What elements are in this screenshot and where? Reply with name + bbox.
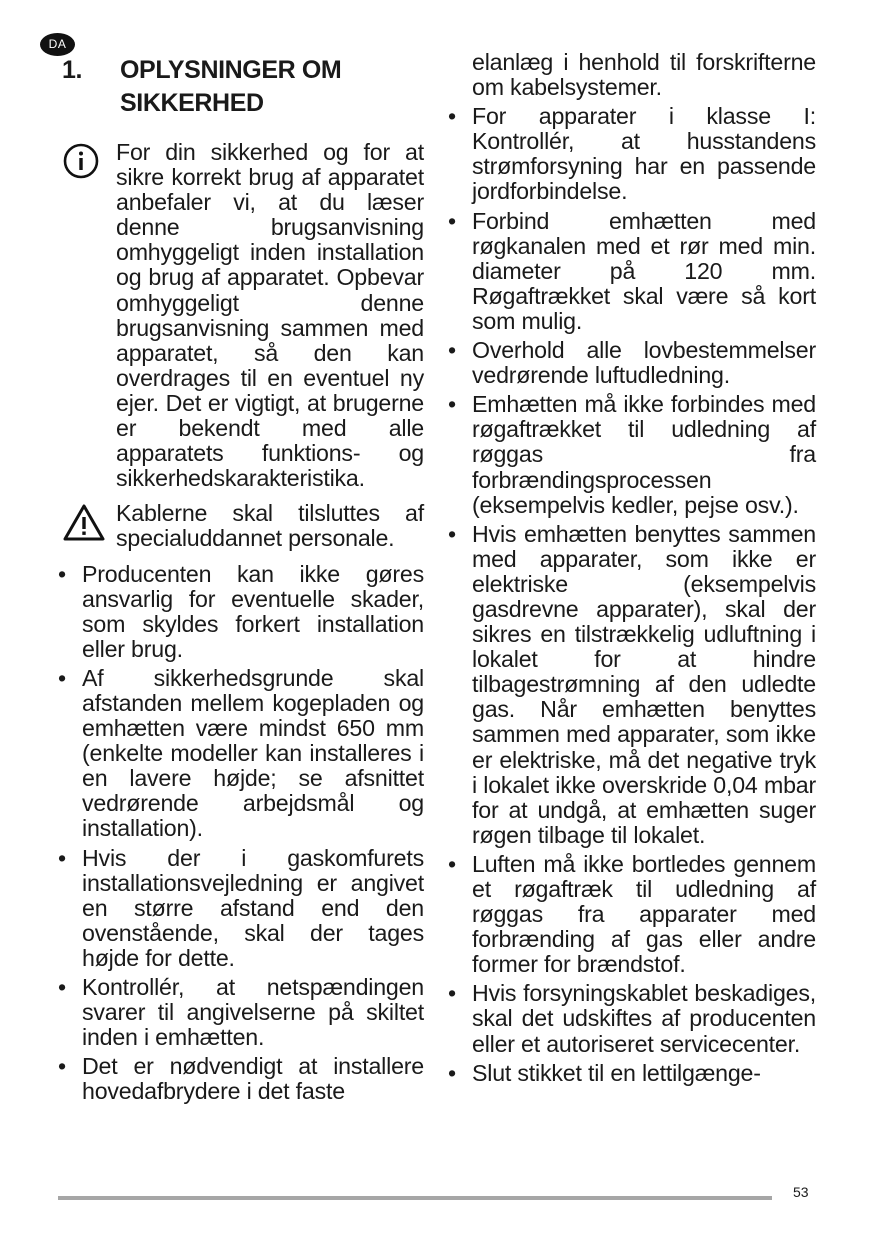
left-bullet-list (58, 562, 424, 1105)
list-item: • Slut stikket til en lettilgænge- (448, 1059, 761, 1086)
bullet-icon: • (448, 337, 456, 364)
list-item: • Hvis forsyningskablet beskadiges, skal det udskiftes af producenten eller et autoriseret servicecenter. (448, 980, 816, 1057)
info-note-text: For din sikkerhed og for at sikre korrekt brug af apparatet anbefaler vi, at du læser denne brugsanvisning omhyggeligt inden installation og brug af apparatet. Opbevar omhyggeligt denne brugsanvisning sammen med apparatet, så den kan overdrages til en eventuel ny ejer. Det er vigtigt, at brugerne er bekendt med alle apparatets funktions- og sikkerhedskarakteristika. (116, 139, 424, 492)
left-column (58, 140, 424, 1108)
section-number: 1. (62, 56, 83, 84)
bullet-icon: • (448, 1059, 456, 1086)
info-icon (62, 142, 100, 185)
warning-note-text: Kablerne skal tilsluttes af specialuddannet personale. (116, 500, 424, 552)
list-item: • Producenten kan ikke gøres ansvarlig for eventuelle skader, som skyldes forkert installation eller brug. (58, 560, 424, 662)
bullet-icon: • (58, 1053, 66, 1080)
list-item: • Emhætten må ikke forbindes med røgaftrækket til udledning af røggas fra forbrændingsprocessen (eksempelvis kedler, pejse osv.). (448, 391, 816, 518)
bullet-icon: • (58, 664, 66, 691)
language-badge: DA (40, 33, 75, 56)
list-item: • Kontrollér, at netspændingen svarer til angivelserne på skiltet inden i emhætten. (58, 974, 424, 1051)
warning-note (58, 501, 424, 551)
footer-rule (58, 1196, 772, 1200)
list-item: • For apparater i klasse I: Kontrollér, at husstandens strømforsyning har en passende jordforbindelse. (448, 103, 816, 205)
page-number: 53 (793, 1184, 809, 1200)
bullet-icon: • (448, 207, 456, 234)
continued-text: elanlæg i henhold til forskrifterne om kabelsystemer. (472, 49, 816, 101)
right-bullet-list (448, 104, 816, 1086)
bullet-icon: • (58, 560, 66, 587)
bullet-icon: • (448, 520, 456, 547)
bullet-icon: • (448, 980, 456, 1007)
list-item: • Hvis emhætten benyttes sammen med apparater, som ikke er elektriske (eksempelvis gasdrevne apparater), skal der sikres en tilstrækkelig udluftning i lokalet for at hindre tilbagestrømning af den udledte gas. Når emhætten benyttes sammen med apparater, som ikke er elektriske, må det negative tryk i lokalet ikke overskride 0,04 mbar for at undgå, at emhætten suger røgen tilbage til lokalet. (448, 520, 816, 848)
list-item: • Forbind emhætten med røgkanalen med et rør med min. diameter på 120 mm. Røgaftrækket skal være så kort som mulig. (448, 207, 816, 334)
bullet-icon: • (58, 844, 66, 871)
list-item: • Det er nødvendigt at installere hovedafbrydere i det faste (58, 1053, 424, 1105)
info-note (58, 140, 424, 491)
section-title: OPLYSNINGER OM SIKKERHED (120, 56, 342, 117)
bullet-icon: • (448, 103, 456, 130)
list-item: • Luften må ikke bortledes gennem et røgaftræk til udledning af røggas fra apparater med forbrænding af gas eller andre former for brændstof. (448, 850, 816, 978)
list-item: • Overhold alle lovbestemmelser vedrørende luftudledning. (448, 337, 816, 389)
list-item: • Af sikkerhedsgrunde skal afstanden mellem kogepladen og emhætten være mindst 650 mm (enkelte modeller kan installeres i en lavere højde; se afsnittet vedrørende arbejdsmål og installation). (58, 664, 424, 842)
list-item: • Hvis der i gaskomfurets installationsvejledning er angivet en større afstand end den ovenstående, skal der tages højde for dette. (58, 844, 424, 971)
right-column (448, 50, 816, 1090)
bullet-icon: • (448, 391, 456, 418)
bullet-icon: • (448, 850, 456, 877)
warning-icon (62, 503, 106, 548)
bullet-icon: • (58, 974, 66, 1000)
